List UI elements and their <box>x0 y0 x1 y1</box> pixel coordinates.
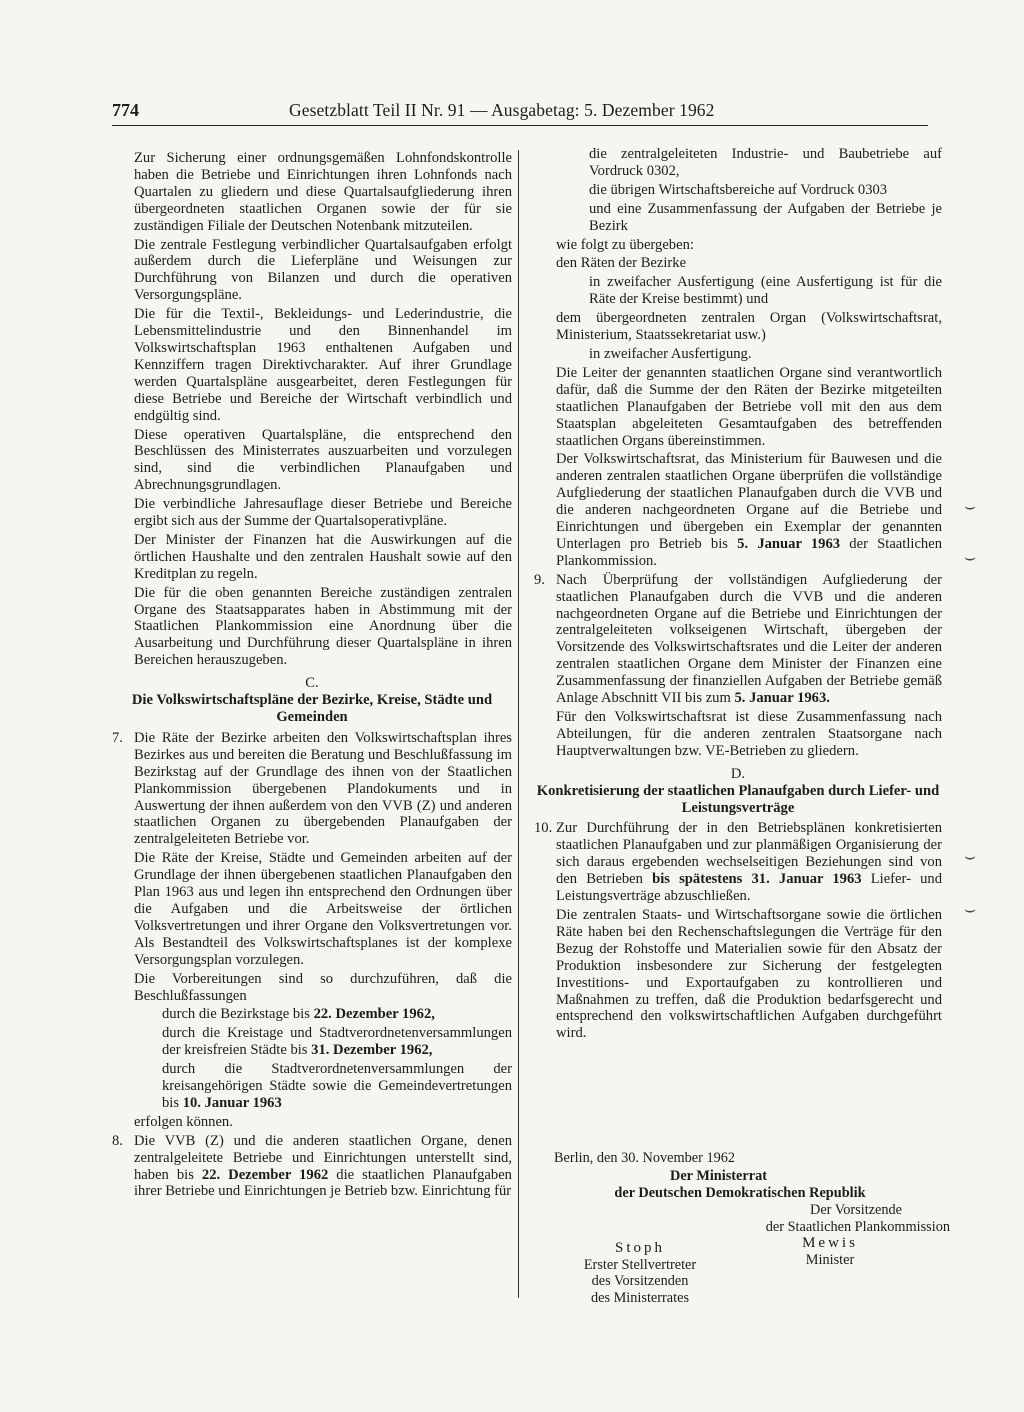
paragraph: Die VVB (Z) und die anderen staatlichen Organe, denen zentralgeleitete Betriebe und Einrichtungen unterstellt sind, haben bis 22. Dezember 1962 die staatlichen Planaufgaben ihrer Betriebe und Einrichtungen je Betrieb bzw. Einrichtung für <box>134 1132 512 1200</box>
paragraph: Zur Sicherung einer ordnungsgemäßen Lohnfondskontrolle haben die Betriebe und Einrichtungen ihren Lohnfonds nach Quartalen zu gliedern und diese Quartalsaufgliederung ihren übergeordneten staatlichen Organen sowie der für sie zuständigen Filiale der Deutschen Notenbank mitzuteilen. <box>134 150 512 234</box>
margin-mark: ⌣ <box>964 547 976 567</box>
section-title: Die Volkswirtschaftspläne der Bezirke, Kreise, Städte und Gemeinden <box>131 692 493 725</box>
signature-right: Mewis Minister <box>770 1235 890 1268</box>
list-line: wie folgt zu übergeben: <box>556 236 694 253</box>
item-10 <box>534 820 942 1042</box>
right-column <box>534 146 942 1044</box>
paragraph: Die verbindliche Jahresauflage dieser Betriebe und Bereiche ergibt sich aus der Summe der Quartalsoperativpläne. <box>134 496 512 530</box>
signer-name: Mewis <box>802 1235 858 1251</box>
column-divider <box>518 150 519 1298</box>
section-letter: C. <box>305 675 319 692</box>
margin-mark: ⌣ <box>964 899 976 919</box>
item-8 <box>112 1133 512 1201</box>
list-line: in zweifacher Ausfertigung (eine Ausfertigung ist für die Räte der Kreise bestimmt) und <box>589 274 942 308</box>
paragraph: Die für die Textil-, Bekleidungs- und Lederindustrie, die Lebensmittelindustrie und den Binnenhandel im Volkswirtschaftsplan 1963 enthaltenen Aufgaben und Kennziffern tragen Direktivcharakter. Auf ihrer Grundlage werden Quartalspläne ausgearbeitet, deren Festlegungen für diese Betriebe und Bereiche der Wirtschaft verbindlich und endgültig sind. <box>134 306 512 424</box>
item-number: 9. <box>534 571 545 588</box>
signatory-org: Der Ministerrat der Deutschen Demokratischen Republik <box>614 1168 866 1201</box>
section-title: Konkretisierung der staatlichen Planaufgaben durch Liefer- und Leistungsverträge <box>536 782 940 816</box>
running-title: Gesetzblatt Teil II Nr. 91 — Ausgabetag: 5. Dezember 1962 <box>289 100 715 120</box>
deadline-line: durch die Stadtverordnetenversammlungen der kreisangehörigen Städte sowie die Gemeindevertretungen bis 10. Januar 1963 <box>162 1061 512 1111</box>
deadline-date: 22. Dezember 1962, <box>313 1006 435 1023</box>
item-number: 8. <box>112 1132 123 1149</box>
margin-mark: ⌣ <box>964 846 976 866</box>
paragraph: Die für die oben genannten Bereiche zuständigen zentralen Organe des Staatsapparates haben in Abstimmung mit der Staatlichen Plankommission eine Anordnung über die Ausarbeitung und Durchführung dieser Quartalspläne in ihren Bereichen herauszugeben. <box>134 584 512 669</box>
left-column <box>112 150 512 1202</box>
margin-mark: ⌣ <box>964 496 976 516</box>
deadline-date: 5. Januar 1963. <box>734 690 830 707</box>
paragraph: Die Vorbereitungen sind so durchzuführen, daß die Beschlußfassungen <box>134 970 512 1004</box>
list-line: den Räten der Bezirke <box>556 255 687 272</box>
paragraph: Die Leiter der genannten staatlichen Organe sind verantwortlich dafür, daß die Summe der den Räten der Bezirke mitgeteilten staatlichen Planaufgaben der Betriebe voll mit den aus dem Staatsplan abgeleiteten Gesamtaufgaben des betreffenden staatlichen Organs übereinstimmen. <box>556 364 942 449</box>
chair-title: Der Vorsitzende der Staatlichen Plankommission <box>765 1202 950 1235</box>
paragraph: Zur Durchführung der in den Betriebsplänen konkretisierten staatlichen Planaufgaben und zur planmäßigen Organisierung der sich daraus ergebenden wechselseitigen Beziehungen sind von den Betrieben bis spätestens 31. Januar 1963 Liefer- und Leistungsverträge abzuschließen. <box>556 820 942 905</box>
paragraph: erfolgen können. <box>134 1113 233 1130</box>
signature-left: Stoph Erster Stellvertreter des Vorsitzenden des Ministerrates <box>560 1240 720 1306</box>
item-7 <box>112 730 512 1131</box>
item-number: 7. <box>112 729 123 746</box>
deadline-date: 10. Januar 1963 <box>182 1094 282 1111</box>
deadline-date: 31. Dezember 1962, <box>311 1042 433 1059</box>
paragraph: Die Räte der Bezirke arbeiten den Volkswirtschaftsplan ihres Bezirkes aus und bereiten die Beratung und Beschlußfassung im Bezirkstag auf der Grundlage des ihnen von der Staatlichen Plankommission übergebenen Plandokuments und in Auswertung der ihnen außerdem von den VVB (Z) und anderen staatlichen Organen zu übergebenden Planaufgaben der zentralgeleiteten Betriebe vor. <box>134 729 512 848</box>
item-9 <box>534 572 942 760</box>
paragraph: Der Volkswirtschaftsrat, das Ministerium für Bauwesen und die anderen zentralen staatlichen Organe überprüfen die vollständige Aufgliederung der staatlichen Planaufgaben durch die VVB und die anderen nachgeordneten Organe auf die Betriebe und Einrichtungen und übergeben ein Exemplar der genannten Unterlagen pro Betrieb bis 5. Januar 1963 der Staatlichen Plankommission. <box>556 451 942 569</box>
signer-name: Stoph <box>614 1240 665 1256</box>
page-number: 774 <box>112 100 139 120</box>
paragraph: Die Räte der Kreise, Städte und Gemeinden arbeiten auf der Grundlage der ihnen übergebenen staatlichen Planaufgaben den Plan 1963 aus und legen ihn entsprechend den Ordnungen über die Aufgaben und die Arbeitsweise der örtlichen Volksvertretungen und ihrer Organe den Volksvertretungen vor. Als Bestandteil des Volkswirtschaftsplanes ist der komplexe Versorgungsplan vorzulegen. <box>134 850 512 968</box>
deadline-line: durch die Bezirkstage bis 22. Dezember 1962, <box>162 1006 435 1023</box>
list-line: die zentralgeleiteten Industrie- und Baubetriebe auf Vordruck 0302, <box>589 146 942 179</box>
deadline-line: durch die Kreistage und Stadtverordnetenversammlungen der kreisfreien Städte bis 31. Dezember 1962, <box>162 1025 512 1059</box>
date-line: Berlin, den 30. November 1962 <box>554 1150 736 1166</box>
section-d-heading <box>534 766 942 817</box>
item-number: 10. <box>534 820 553 837</box>
list-line: die übrigen Wirtschaftsbereiche auf Vordruck 0303 <box>589 181 888 198</box>
section-letter: D. <box>730 765 746 782</box>
paragraph: Für den Volkswirtschaftsrat ist diese Zusammenfassung nach Abteilungen, für die anderen zentralen Staatsorgane nach Hauptverwaltungen bzw. VE-Betrieben zu gliedern. <box>556 709 942 759</box>
deadline-date: 22. Dezember 1962 <box>201 1166 329 1183</box>
list-line: in zweifacher Ausfertigung. <box>589 345 752 362</box>
deadline-date: bis spätestens 31. Januar 1963 <box>652 871 862 888</box>
paragraph: Die zentralen Staats- und Wirtschaftsorgane sowie die örtlichen Räte haben bei den Rechenschaftslegungen die Verträge für den Bezug der Rohstoffe und Materialien sowie für den Absatz der Produktion insbesondere zur Sicherung der festgelegten Investitions- und Exportaufgaben zu kontrollieren und Maßnahmen zu treffen, daß die Produktion bedarfsgerecht und entsprechend den volkswirtschaftlichen Aufgaben durchgeführt wird. <box>556 906 942 1042</box>
paragraph: Diese operativen Quartalspläne, die entsprechend den Beschlüssen des Ministerrates auszuarbeiten und vorzulegen sind, sind die verbindlichen Planaufgaben und Abrechnungsgrundlagen. <box>134 426 512 494</box>
section-c-heading <box>112 675 512 726</box>
header-rule <box>112 125 928 126</box>
paragraph: Der Minister der Finanzen hat die Auswirkungen auf die örtlichen Haushalte und den zentralen Haushalt sowie auf den Kreditplan zu regeln. <box>134 531 512 582</box>
deadline-date: 5. Januar 1963 <box>737 535 841 552</box>
page-header <box>112 100 928 130</box>
paragraph: Die zentrale Festlegung verbindlicher Quartalsaufgaben erfolgt außerdem durch die Lieferpläne und Weisungen zur Durchführung von Bilanzen und durch die operativen Versorgungspläne. <box>134 236 512 304</box>
list-line: dem übergeordneten zentralen Organ (Volkswirtschaftsrat, Ministerium, Staatssekretariat usw.) <box>556 310 942 344</box>
list-line: und eine Zusammenfassung der Aufgaben der Betriebe je Bezirk <box>589 200 942 234</box>
paragraph: Nach Überprüfung der vollständigen Aufgliederung der staatlichen Planaufgaben durch die VVB und die anderen nachgeordneten Organe auf die Betriebe und Einrichtungen der zentralgeleiteten volkseigenen Wirtschaft, übergeben der Vorsitzende des Volkswirtschaftsrates und die Leiter der anderen zentralen staatlichen Organe dem Minister der Finanzen eine Zusammenfassung der finanziellen Aufgaben der Betriebe gemäß Anlage Abschnitt VII bis zum 5. Januar 1963. <box>556 571 942 707</box>
